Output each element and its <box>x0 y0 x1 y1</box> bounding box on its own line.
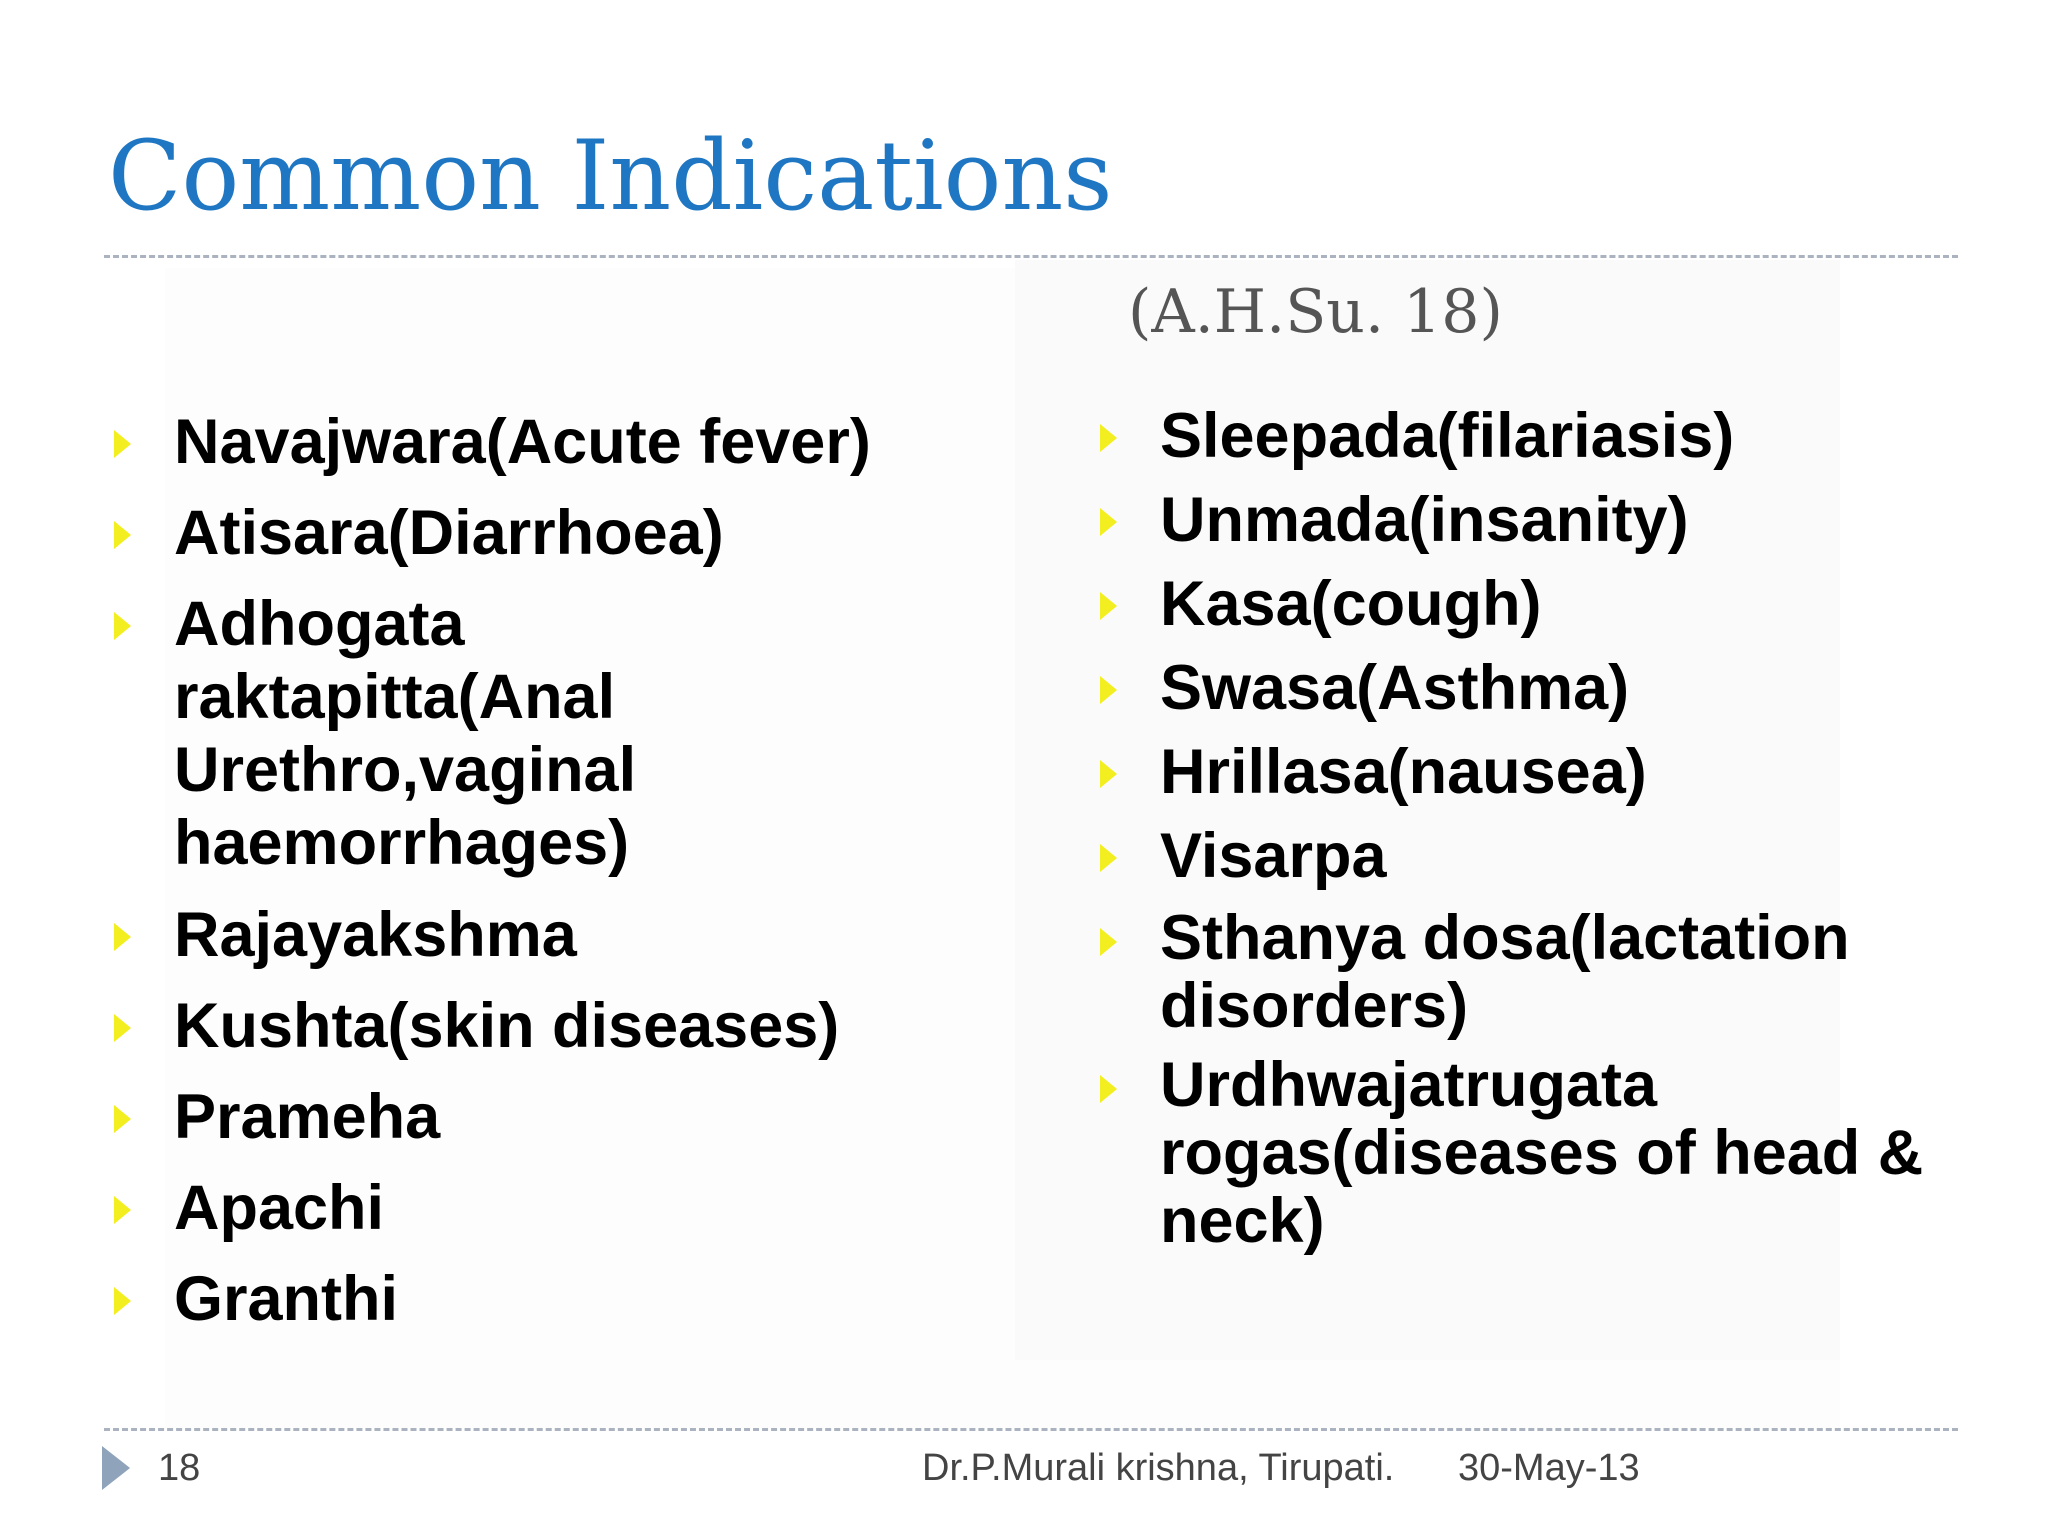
list-item-label: Sleepada(filariasis) <box>1160 401 1735 471</box>
list-item <box>1094 568 1954 641</box>
list-item <box>1094 400 1954 473</box>
list-item <box>108 899 968 971</box>
left-indication-list <box>108 406 968 1354</box>
list-item <box>108 497 968 569</box>
list-item <box>1094 484 1954 557</box>
triangle-bullet-icon <box>114 612 131 640</box>
list-item <box>1094 820 1954 893</box>
triangle-bullet-icon <box>114 430 131 458</box>
footer-author: Dr.P.Murali krishna, Tirupati. <box>922 1447 1395 1489</box>
source-reference: (A.H.Su. 18) <box>1128 277 1503 347</box>
list-item-label: Urdhwajatrugata rogas(diseases of head & neck) <box>1160 1050 1924 1256</box>
footer-divider <box>104 1428 1958 1431</box>
footer-date: 30-May-13 <box>1458 1447 1640 1489</box>
list-item <box>108 1263 968 1335</box>
triangle-bullet-icon <box>114 1196 131 1224</box>
triangle-bullet-icon <box>114 1105 131 1133</box>
list-item <box>108 588 714 880</box>
triangle-bullet-icon <box>1100 844 1117 872</box>
list-item <box>1094 1051 1960 1255</box>
list-item <box>108 990 968 1062</box>
list-item <box>108 406 968 478</box>
list-item-label: Atisara(Diarrhoea) <box>174 498 724 568</box>
triangle-bullet-icon <box>1100 1075 1117 1103</box>
list-item <box>108 1172 968 1244</box>
list-item-label: Prameha <box>174 1082 441 1152</box>
list-item <box>108 1081 968 1153</box>
list-item <box>1094 736 1954 809</box>
triangle-bullet-icon <box>1100 508 1117 536</box>
list-item-label: Granthi <box>174 1264 399 1334</box>
triangle-bullet-icon <box>114 521 131 549</box>
list-item <box>1094 652 1954 725</box>
triangle-bullet-icon <box>114 1014 131 1042</box>
list-item-label: Rajayakshma <box>174 900 577 970</box>
triangle-bullet-icon <box>114 1287 131 1315</box>
list-item <box>1094 904 1960 1040</box>
triangle-bullet-icon <box>1100 592 1117 620</box>
page-number: 18 <box>158 1447 201 1489</box>
play-arrow-icon <box>102 1446 130 1490</box>
list-item-label: Kasa(cough) <box>1160 569 1542 639</box>
slide-title: Common Indications <box>108 120 1113 232</box>
list-item-label: Navajwara(Acute fever) <box>174 407 871 477</box>
list-item-label: Kushta(skin diseases) <box>174 991 840 1061</box>
list-item-label: Unmada(insanity) <box>1160 485 1689 555</box>
list-item-label: Sthanya dosa(lactation disorders) <box>1160 903 1850 1041</box>
right-indication-list <box>1094 400 1954 1266</box>
list-item-label: Adhogata raktapitta(Anal Urethro,vaginal haemorrhages) <box>174 589 637 878</box>
triangle-bullet-icon <box>114 923 131 951</box>
list-item-label: Visarpa <box>1160 821 1387 891</box>
title-divider <box>104 255 1958 258</box>
list-item-label: Hrillasa(nausea) <box>1160 737 1647 807</box>
triangle-bullet-icon <box>1100 760 1117 788</box>
list-item-label: Apachi <box>174 1173 385 1243</box>
list-item-label: Swasa(Asthma) <box>1160 653 1630 723</box>
triangle-bullet-icon <box>1100 928 1117 956</box>
triangle-bullet-icon <box>1100 424 1117 452</box>
triangle-bullet-icon <box>1100 676 1117 704</box>
